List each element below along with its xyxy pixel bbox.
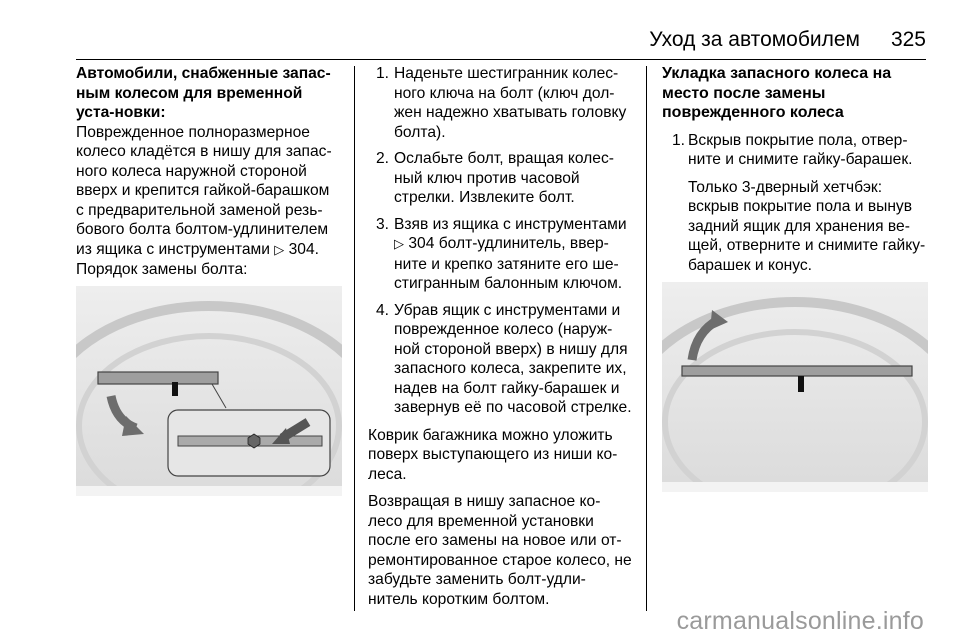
step-number: 3. [376,215,390,233]
step-page-ref[interactable]: 304 [408,235,435,252]
column-1 [76,64,342,496]
page-number: 325 [890,28,926,51]
step-4 [368,301,634,418]
col1-page-ref[interactable]: 304. [288,240,319,258]
col1-line-1: Поврежденное полноразмерное [76,123,310,141]
page-reference-arrow-icon: ▷ [394,237,404,252]
col1-intro: Порядок замены болта: [76,261,248,278]
step-number: 2. [376,150,390,167]
floor-plate [682,366,912,376]
section-heading-stowing-wheel: Укладка запасного колеса на место после замены поврежденного колеса [662,65,892,121]
column-divider-2 [646,66,647,611]
step-text: Наденьте шестигранник колес-ного ключа на болт (ключ дол-жен надежно хватывать головку болта). [394,65,627,141]
step-1 [368,64,634,142]
col1-line-6: бового болта болтом-удлинителем [76,221,329,238]
section-heading-temporary-spare: Автомобили, снабженные запас-ным колесом для временной уста-новки: [76,65,331,121]
step-1 [662,131,928,276]
step-text: Взяв из ящика с инструментами [394,215,627,233]
step-text: Убрав ящик с инструментами и поврежденное колесо (наруж-ной стороной вверх) в нишу для запасного колеса, закрепите их, надев на болт гайку-барашек и завернув её по часовой стрелке. [394,301,632,416]
column-3 [662,64,928,492]
step-number: 1. [672,131,686,149]
column-divider-1 [354,66,355,611]
step-note: Только 3-дверный хетчбэк: вскрыв покрытие пола и вынув задний ящик для хранения ве-щей, отверните и снимите гайку-барашек и конус. [688,178,926,274]
page-reference-arrow-icon: ▷ [274,242,285,258]
step-2 [368,149,634,208]
col1-line-3: ного колеса наружной стороной [76,162,307,180]
figure-background [662,282,928,482]
page-header [76,26,926,58]
steps-list-stowing [662,131,928,276]
header-rule [76,59,926,60]
step-3 [368,215,634,294]
col1-line-7 [76,240,342,261]
bolt [798,376,804,392]
step-number: 1. [376,65,390,82]
paragraph-floor-mat: Коврик багажника можно уложить поверх выступающего из ниши ко-леса. [368,426,618,483]
step-text-suffix: болт-удлинитель, ввер-ните и крепко затяните его ше-стигранным балонным ключом. [394,235,623,292]
col1-line-2: колесо кладётся в нишу для запас- [76,143,332,160]
page-title: Уход за автомобилем [649,28,860,51]
figure-bolt-replacement [76,286,342,496]
step-text: Ослабьте болт, вращая колес-ный ключ против часовой стрелки. Извлеките болт. [394,150,614,206]
bolt-plate [98,372,218,384]
bolt [172,382,178,396]
col1-line-4: вверх и крепится гайкой-барашком [76,182,330,199]
steps-list [368,64,634,418]
step-text: Вскрыв покрытие пола, отвер-ните и снимите гайку-барашек. [688,131,913,168]
watermark: carmanualsonline.info [676,607,924,635]
figure-wing-nut-removal [662,282,928,492]
col1-line-7-text: из ящика с инструментами [76,240,270,258]
col1-line-5: с предварительной заменой резь- [76,201,323,219]
step-number: 4. [376,301,390,319]
column-2 [368,64,634,609]
paragraph-replace-bolt: Возвращая в нишу запасное ко-лесо для временной установки после его замены на новое или от-ремонтированное старое колесо, не забудьте заменить болт-удли-нитель коротким болтом. [368,493,632,608]
